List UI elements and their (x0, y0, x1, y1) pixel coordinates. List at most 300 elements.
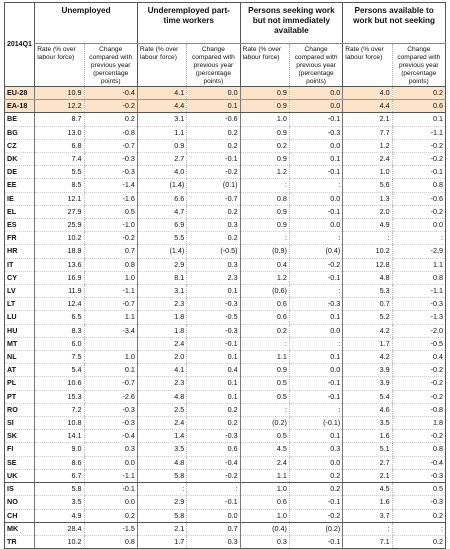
country-code: CY (5, 271, 35, 284)
rate-cell: 8.7 (35, 113, 84, 126)
rate-cell: 5.6 (343, 179, 392, 192)
rate-cell: 10.8 (35, 417, 84, 430)
rate-cell: 1.7 (137, 535, 186, 548)
rate-cell: 2.9 (137, 496, 186, 509)
change-cell: -0.1 (289, 390, 342, 403)
rate-cell: : (240, 403, 289, 416)
change-cell: -0.1 (289, 271, 342, 284)
change-cell: -0.2 (392, 139, 445, 152)
change-cell: -0.2 (289, 258, 342, 271)
change-cell: 1.1 (84, 311, 137, 324)
change-cell: -0.2 (392, 377, 445, 390)
group-header-available-not-seeking: Persons available to work but not seeking (343, 3, 446, 44)
rate-cell: 1.6 (343, 496, 392, 509)
rate-cell: 5.5 (137, 232, 186, 245)
change-cell: 0.2 (187, 232, 240, 245)
change-cell: 1.0 (84, 351, 137, 364)
change-cell: -0.3 (392, 496, 445, 509)
change-cell: -1.6 (84, 192, 137, 205)
change-cell: -0.3 (392, 298, 445, 311)
table-row (5, 113, 446, 126)
change-cell: : (289, 232, 342, 245)
rate-cell: (0.2) (240, 417, 289, 430)
change-cell: 0.3 (187, 258, 240, 271)
change-cell: -0.2 (84, 232, 137, 245)
country-code: IE (5, 192, 35, 205)
rate-cell: (1.4) (137, 179, 186, 192)
rate-cell: 12.1 (35, 192, 84, 205)
rate-cell: 2.4 (240, 456, 289, 469)
rate-cell: 7.2 (35, 403, 84, 416)
table-row (5, 179, 446, 192)
table-row (5, 232, 446, 245)
change-cell: (-0.5) (187, 245, 240, 258)
change-cell: 0.1 (289, 153, 342, 166)
table-row (5, 87, 446, 100)
rate-cell: 2.1 (343, 113, 392, 126)
change-cell: -0.2 (392, 430, 445, 443)
rate-cell: 1.0 (343, 166, 392, 179)
table-row (5, 456, 446, 469)
rate-cell: 1.0 (240, 509, 289, 522)
rate-cell: 3.9 (343, 364, 392, 377)
change-cell: -0.2 (392, 205, 445, 218)
change-cell: -0.8 (84, 126, 137, 139)
change-cell: 0.5 (84, 205, 137, 218)
change-cell: -0.5 (392, 337, 445, 350)
change-cell: 2.3 (187, 271, 240, 284)
subheader-change: Change compared with previous year (percentage points) (187, 44, 240, 87)
change-cell: 0.0 (289, 364, 342, 377)
rate-cell: 2.4 (137, 417, 186, 430)
table-row (5, 324, 446, 337)
table-row (5, 430, 446, 443)
rate-cell: 0.8 (240, 192, 289, 205)
change-cell: 1.8 (392, 417, 445, 430)
rate-cell: 2.3 (137, 298, 186, 311)
change-cell: 0.7 (187, 522, 240, 535)
country-code: DK (5, 153, 35, 166)
change-cell: 0.0 (84, 456, 137, 469)
rate-cell: 13.0 (35, 126, 84, 139)
rate-cell: 2.4 (137, 337, 186, 350)
rate-cell: 0.5 (240, 430, 289, 443)
change-cell: 0.5 (392, 483, 445, 496)
country-code: BG (5, 126, 35, 139)
rate-cell: 6.5 (35, 311, 84, 324)
rate-cell: 0.5 (240, 377, 289, 390)
rate-cell: 7.1 (343, 535, 392, 548)
group-header-underemployed: Underemployed part-time workers (137, 3, 240, 44)
rate-cell: (1.4) (137, 245, 186, 258)
change-cell: -1.1 (392, 285, 445, 298)
rate-cell: 1.1 (240, 469, 289, 482)
rate-cell: 4.1 (137, 87, 186, 100)
rate-cell: 12.4 (35, 298, 84, 311)
rate-cell: (0.6) (240, 285, 289, 298)
change-cell: -0.8 (392, 403, 445, 416)
rate-cell: 4.6 (343, 403, 392, 416)
change-cell: 0.2 (392, 509, 445, 522)
rate-cell: 27.9 (35, 205, 84, 218)
change-cell: 0.4 (187, 364, 240, 377)
change-cell: : (289, 337, 342, 350)
change-cell: -1.1 (392, 126, 445, 139)
change-cell: -0.1 (289, 535, 342, 548)
table-row (5, 245, 446, 258)
change-cell: -2.0 (392, 324, 445, 337)
rate-cell: 2.1 (343, 469, 392, 482)
change-cell: 0.0 (289, 219, 342, 232)
country-code: PT (5, 390, 35, 403)
table-row (5, 139, 446, 152)
country-code: DE (5, 166, 35, 179)
change-cell: -0.2 (187, 166, 240, 179)
rate-cell: 0.9 (240, 100, 289, 113)
change-cell: 0.8 (392, 443, 445, 456)
rate-cell: 2.1 (137, 522, 186, 535)
rate-cell: 1.8 (137, 311, 186, 324)
rate-cell: 12.8 (343, 258, 392, 271)
change-cell: 0.1 (289, 351, 342, 364)
rate-cell: 0.5 (240, 390, 289, 403)
table-row (5, 205, 446, 218)
rate-cell: 1.4 (137, 430, 186, 443)
change-cell: 0.0 (187, 87, 240, 100)
rate-cell: 3.5 (343, 417, 392, 430)
subheader-change: Change compared with previous year (percentage points) (392, 44, 445, 87)
rate-cell: 0.9 (240, 126, 289, 139)
change-cell: -0.2 (392, 364, 445, 377)
change-cell: 0.2 (187, 417, 240, 430)
change-cell: -1.0 (84, 219, 137, 232)
table-row (5, 126, 446, 139)
rate-cell: 0.6 (240, 298, 289, 311)
rate-cell: 0.9 (240, 87, 289, 100)
country-code: MT (5, 337, 35, 350)
change-cell: 0.8 (84, 535, 137, 548)
change-cell: -0.4 (84, 87, 137, 100)
rate-cell: 5.8 (35, 483, 84, 496)
rate-cell: 5.3 (343, 285, 392, 298)
change-cell: 0.6 (392, 100, 445, 113)
rate-cell: 8.3 (35, 324, 84, 337)
change-cell: : (187, 483, 240, 496)
rate-cell: 1.6 (343, 430, 392, 443)
change-cell: (0.2) (289, 522, 342, 535)
change-cell: -0.1 (187, 153, 240, 166)
rate-cell: 28.4 (35, 522, 84, 535)
rate-cell: 7.4 (35, 153, 84, 166)
change-cell: 0.0 (289, 87, 342, 100)
rate-cell: 3.1 (137, 285, 186, 298)
change-cell: : (289, 285, 342, 298)
country-code: HR (5, 245, 35, 258)
country-code: NO (5, 496, 35, 509)
rate-cell: (0.9) (240, 245, 289, 258)
rate-cell: (0.4) (240, 522, 289, 535)
table-row (5, 166, 446, 179)
change-cell: 1.1 (392, 258, 445, 271)
change-cell: -0.1 (289, 166, 342, 179)
rate-cell: 2.7 (137, 153, 186, 166)
change-cell: (-0.1) (289, 417, 342, 430)
rate-cell: 9.0 (35, 443, 84, 456)
change-cell: -1.1 (84, 469, 137, 482)
country-code: FR (5, 232, 35, 245)
rate-cell: 6.6 (137, 192, 186, 205)
change-cell: -0.2 (187, 469, 240, 482)
rate-cell: 4.4 (343, 100, 392, 113)
rate-cell: 5.8 (137, 469, 186, 482)
change-cell: -0.5 (187, 311, 240, 324)
change-cell: 0.2 (84, 113, 137, 126)
change-cell: 0.1 (187, 100, 240, 113)
rate-cell: 0.6 (240, 496, 289, 509)
rate-cell: : (240, 179, 289, 192)
rate-cell: 15.3 (35, 390, 84, 403)
change-cell: 0.1 (187, 351, 240, 364)
change-cell: -0.2 (84, 100, 137, 113)
country-code: IS (5, 483, 35, 496)
rate-cell: 7.7 (343, 126, 392, 139)
change-cell: 0.2 (289, 469, 342, 482)
country-code: AT (5, 364, 35, 377)
table-row (5, 258, 446, 271)
country-code: EE (5, 179, 35, 192)
rate-cell: 4.8 (137, 390, 186, 403)
rate-cell: 8.1 (137, 271, 186, 284)
change-cell: -0.2 (289, 509, 342, 522)
change-cell: -0.1 (84, 483, 137, 496)
rate-cell: : (343, 232, 392, 245)
rate-cell: 4.2 (343, 324, 392, 337)
rate-cell: 5.4 (343, 390, 392, 403)
country-code: CZ (5, 139, 35, 152)
rate-cell: 4.2 (343, 351, 392, 364)
table-row (5, 153, 446, 166)
change-cell: -0.1 (289, 496, 342, 509)
rate-cell: 5.5 (35, 166, 84, 179)
table-row (5, 298, 446, 311)
rate-cell: 4.4 (137, 100, 186, 113)
rate-cell: 5.2 (343, 311, 392, 324)
change-cell: 0.3 (187, 535, 240, 548)
change-cell: 0.1 (84, 364, 137, 377)
table-header (5, 3, 446, 87)
rate-cell: : (137, 483, 186, 496)
rate-cell: 4.1 (137, 364, 186, 377)
table-row (5, 192, 446, 205)
table-row (5, 285, 446, 298)
labour-market-table-container (4, 2, 446, 549)
rate-cell: 14.1 (35, 430, 84, 443)
country-code: LV (5, 285, 35, 298)
change-cell: : (289, 179, 342, 192)
change-cell: 0.0 (289, 456, 342, 469)
rate-cell: 1.3 (343, 192, 392, 205)
rate-cell: 13.6 (35, 258, 84, 271)
change-cell: 0.0 (392, 219, 445, 232)
change-cell: 0.2 (187, 126, 240, 139)
rate-cell: 3.5 (35, 496, 84, 509)
change-cell: -0.3 (84, 166, 137, 179)
country-code: EA-18 (5, 100, 35, 113)
rate-cell: 1.0 (240, 113, 289, 126)
change-cell: 0.8 (84, 258, 137, 271)
change-cell: 0.2 (187, 403, 240, 416)
country-code: RO (5, 403, 35, 416)
change-cell: -0.2 (392, 153, 445, 166)
change-cell: 0.2 (84, 509, 137, 522)
rate-cell: 2.7 (343, 456, 392, 469)
rate-cell: 2.9 (137, 258, 186, 271)
change-cell: 0.2 (289, 483, 342, 496)
rate-cell: 0.3 (240, 535, 289, 548)
change-cell: -0.6 (187, 113, 240, 126)
change-cell: 0.7 (84, 245, 137, 258)
rate-cell: 3.5 (137, 443, 186, 456)
table-row (5, 271, 446, 284)
rate-cell: 0.9 (240, 205, 289, 218)
change-cell: -2.6 (84, 390, 137, 403)
change-cell: -0.3 (392, 469, 445, 482)
country-code: FI (5, 443, 35, 456)
rate-cell: 0.9 (240, 364, 289, 377)
country-code: EU-28 (5, 87, 35, 100)
country-code: SI (5, 417, 35, 430)
rate-cell: 1.2 (240, 271, 289, 284)
rate-cell: 0.9 (137, 139, 186, 152)
rate-cell: 4.0 (343, 87, 392, 100)
change-cell: -1.4 (84, 179, 137, 192)
change-cell: -0.3 (84, 417, 137, 430)
change-cell: -0.3 (289, 298, 342, 311)
change-cell: 0.3 (84, 443, 137, 456)
change-cell: -0.1 (289, 113, 342, 126)
change-cell: 0.1 (392, 113, 445, 126)
rate-cell: 4.5 (343, 483, 392, 496)
rate-cell: 4.8 (137, 456, 186, 469)
table-row (5, 509, 446, 522)
change-cell: -0.3 (289, 126, 342, 139)
rate-cell: 0.7 (343, 298, 392, 311)
change-cell: 0.0 (84, 496, 137, 509)
change-cell: : (392, 232, 445, 245)
subheader-rate: Rate (% over labour force) (240, 44, 289, 87)
country-code: IT (5, 258, 35, 271)
change-cell: -0.3 (187, 430, 240, 443)
table-row (5, 364, 446, 377)
change-cell: -0.1 (187, 337, 240, 350)
change-cell: 0.2 (187, 139, 240, 152)
rate-cell: 1.2 (240, 166, 289, 179)
country-code: NL (5, 351, 35, 364)
table-row (5, 219, 446, 232)
change-cell: : (289, 403, 342, 416)
rate-cell: 0.6 (240, 311, 289, 324)
country-code: PL (5, 377, 35, 390)
change-cell: 0.0 (289, 139, 342, 152)
table-row (5, 351, 446, 364)
change-cell: 0.8 (392, 271, 445, 284)
table-row (5, 390, 446, 403)
rate-cell: : (240, 232, 289, 245)
change-cell: -3.4 (84, 324, 137, 337)
country-code: LT (5, 298, 35, 311)
rate-cell: 4.0 (137, 166, 186, 179)
rate-cell: 4.7 (137, 205, 186, 218)
rate-cell: 2.4 (343, 153, 392, 166)
rate-cell: 2.3 (137, 377, 186, 390)
change-cell: (0.4) (289, 245, 342, 258)
change-cell: -0.6 (392, 192, 445, 205)
change-cell: -0.7 (84, 139, 137, 152)
rate-cell: : (240, 337, 289, 350)
rate-cell: : (343, 522, 392, 535)
change-cell: 0.3 (289, 443, 342, 456)
table-row (5, 469, 446, 482)
change-cell: -0.7 (84, 377, 137, 390)
change-cell: -0.7 (187, 192, 240, 205)
country-code: EL (5, 205, 35, 218)
subheader-rate: Rate (% over labour force) (137, 44, 186, 87)
rate-cell: 10.6 (35, 377, 84, 390)
subheader-change: Change compared with previous year (percentage points) (289, 44, 342, 87)
country-code: LU (5, 311, 35, 324)
country-code: MK (5, 522, 35, 535)
change-cell: -0.4 (187, 456, 240, 469)
table-row (5, 443, 446, 456)
rate-cell: 18.9 (35, 245, 84, 258)
rate-cell: 12.2 (35, 100, 84, 113)
change-cell: -1.5 (84, 522, 137, 535)
rate-cell: 25.9 (35, 219, 84, 232)
change-cell: -1.3 (392, 311, 445, 324)
rate-cell: 11.9 (35, 285, 84, 298)
table-row (5, 417, 446, 430)
rate-cell: 4.9 (343, 219, 392, 232)
change-cell: 0.4 (392, 351, 445, 364)
rate-cell: 10.9 (35, 87, 84, 100)
change-cell: 0.2 (392, 87, 445, 100)
change-cell: -0.1 (289, 377, 342, 390)
rate-cell: 1.8 (137, 324, 186, 337)
country-code: CH (5, 509, 35, 522)
change-cell: 0.0 (187, 509, 240, 522)
rate-cell: 6.8 (35, 139, 84, 152)
rate-cell: 4.5 (240, 443, 289, 456)
subheader-change: Change compared with previous year (percentage points) (84, 44, 137, 87)
country-code: HU (5, 324, 35, 337)
change-cell: -0.3 (84, 153, 137, 166)
rate-cell: 16.9 (35, 271, 84, 284)
rate-cell: 2.5 (137, 403, 186, 416)
rate-cell: 1.2 (343, 139, 392, 152)
change-cell: 0.2 (392, 535, 445, 548)
change-cell: -0.1 (289, 205, 342, 218)
rate-cell: 6.9 (137, 219, 186, 232)
change-cell: -2.9 (392, 245, 445, 258)
rate-cell: 6.0 (35, 337, 84, 350)
change-cell: -0.1 (392, 166, 445, 179)
rate-cell: 10.2 (35, 232, 84, 245)
change-cell: 0.1 (187, 285, 240, 298)
rate-cell: 5.8 (137, 509, 186, 522)
change-cell: -0.4 (84, 430, 137, 443)
table-row (5, 535, 446, 548)
country-code: ES (5, 219, 35, 232)
